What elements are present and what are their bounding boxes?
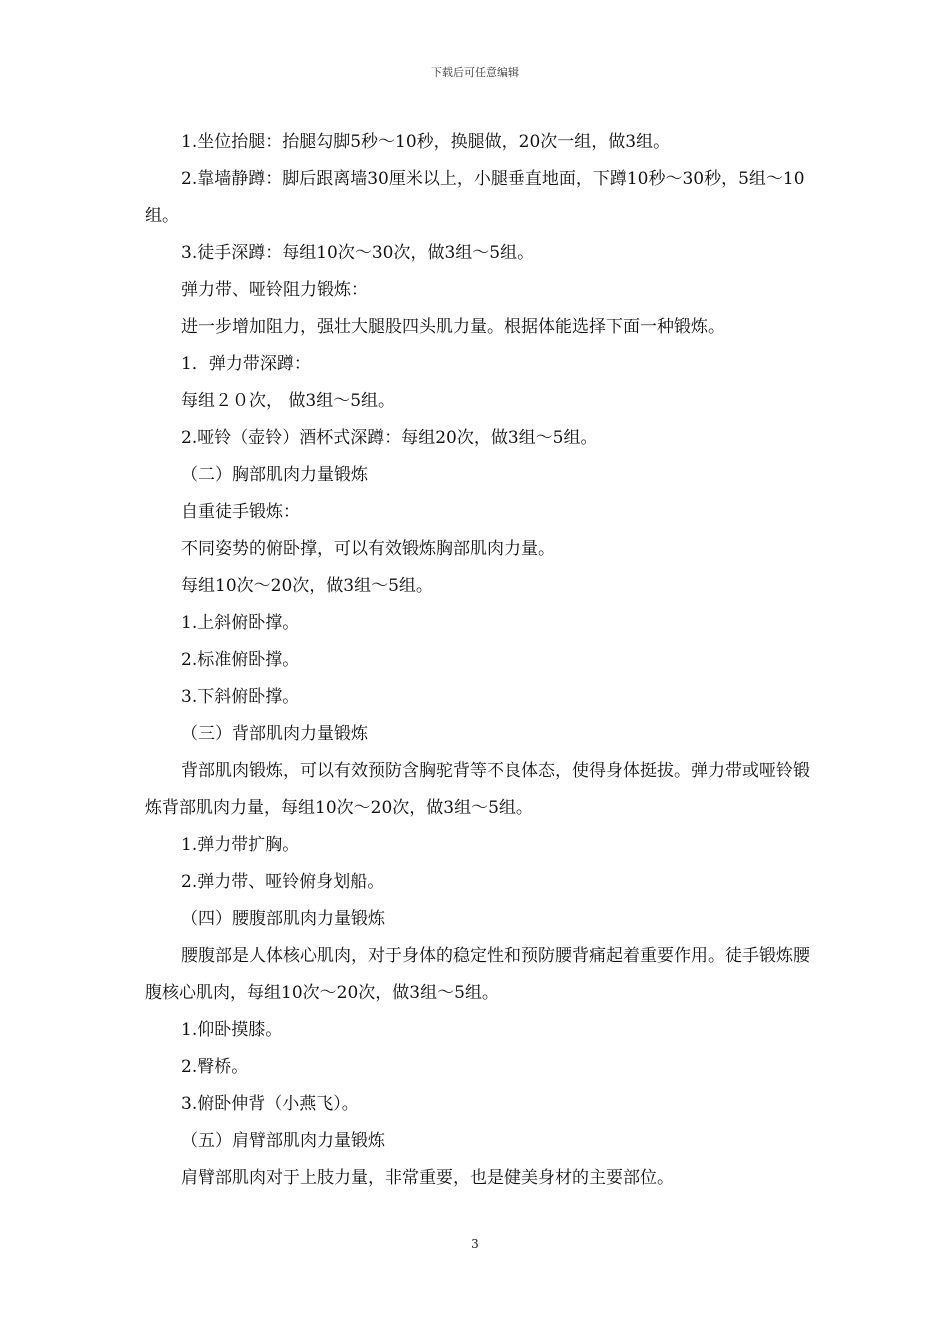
paragraph: 2.臀桥。 [181, 1057, 249, 1077]
page-header: 下载后可任意编辑 [431, 66, 519, 79]
section-heading: （二）胸部肌肉力量锻炼 [181, 465, 368, 485]
paragraph: 1.坐位抬腿：抬腿勾脚5秒～10秒，换腿做，20次一组，做3组。 [181, 132, 671, 152]
paragraph: 背部肌肉锻炼，可以有效预防含胸驼背等不良体态，使得身体挺拔。弹力带或哑铃锻炼背部肌肉力量，每组10次～20次，做3组～5组。 [145, 761, 810, 818]
paragraph: 1.弹力带扩胸。 [181, 835, 300, 855]
paragraph: 3.下斜俯卧撑。 [181, 687, 300, 707]
paragraph: 2.哑铃（壶铃）酒杯式深蹲：每组20次，做3组～5组。 [181, 428, 598, 448]
paragraph: 进一步增加阻力，强壮大腿股四头肌力量。根据体能选择下面一种锻炼。 [181, 317, 725, 337]
paragraph: 肩臂部肌肉对于上肢力量，非常重要，也是健美身材的主要部位。 [181, 1168, 674, 1188]
paragraph: 2.标准俯卧撑。 [181, 650, 300, 670]
page-number: 3 [471, 1237, 479, 1251]
paragraph: 3.俯卧伸背（小燕飞）。 [181, 1094, 359, 1114]
paragraph: 1.上斜俯卧撑。 [181, 613, 300, 633]
paragraph: 2.靠墙静蹲：脚后跟离墙30厘米以上，小腿垂直地面，下蹲10秒～30秒，5组～10组。 [145, 169, 805, 226]
paragraph: 弹力带、哑铃阻力锻炼： [181, 280, 368, 300]
paragraph: 每组10次～20次，做3组～5组。 [181, 576, 433, 596]
document-body [145, 124, 817, 1197]
paragraph: 腰腹部是人体核心肌肉，对于身体的稳定性和预防腰背痛起着重要作用。徒手锻炼腰腹核心肌肉，每组10次～20次，做3组～5组。 [145, 946, 810, 1003]
paragraph: 不同姿势的俯卧撑，可以有效锻炼胸部肌肉力量。 [181, 539, 555, 559]
paragraph: 自重徒手锻炼： [181, 502, 300, 522]
section-heading: （五）肩臂部肌肉力量锻炼 [181, 1131, 385, 1151]
paragraph: 1.仰卧摸膝。 [181, 1020, 283, 1040]
paragraph: 1．弹力带深蹲： [181, 354, 311, 374]
paragraph: 3.徒手深蹲：每组10次～30次，做3组～5组。 [181, 243, 535, 263]
paragraph: 每组２０次， 做3组～5组。 [181, 391, 396, 411]
section-heading: （三）背部肌肉力量锻炼 [181, 724, 368, 744]
paragraph: 2.弹力带、哑铃俯身划船。 [181, 872, 385, 892]
section-heading: （四）腰腹部肌肉力量锻炼 [181, 909, 385, 929]
